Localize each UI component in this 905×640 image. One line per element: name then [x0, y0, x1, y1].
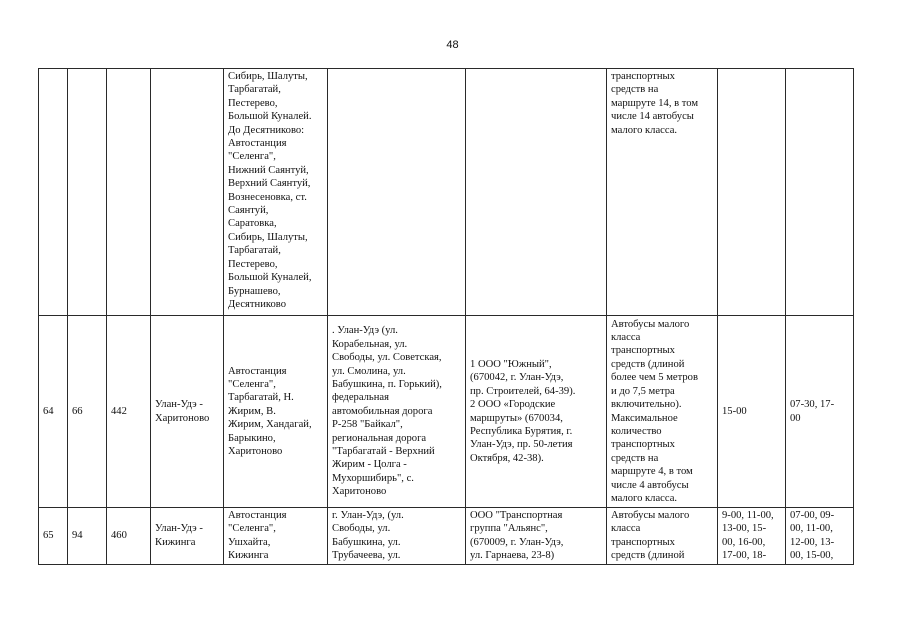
cell-carrier [466, 69, 607, 316]
cell-route-number [107, 69, 151, 316]
cell-carrier: 1 ООО "Южный", (670042, г. Улан-Удэ, пр. Строителей, 64-39). 2 ООО «Городские маршруты» (670034, Республика Бурятия, г. Улан-Удэ, пр. 50-летия Октября, 42-38). [466, 316, 607, 508]
table-row [39, 508, 854, 565]
cell-departures-return [786, 69, 854, 316]
cell-vehicles: Автобусы малого класса транспортных средств (длиной [607, 508, 718, 565]
cell-departures-forward: 15-00 [718, 316, 786, 508]
cell-streets [328, 69, 466, 316]
cell-stops: Автостанция "Селенга", Тарбагатай, Н. Жирим, В. Жирим, Хандагай, Барыкино, Харитоново [224, 316, 328, 508]
cell-route-name [151, 69, 224, 316]
cell-order-number: 65 [39, 508, 68, 565]
cell-carrier: ООО "Транспортная группа "Альянс", (670009, г. Улан-Удэ, ул. Гарнаева, 23-8) [466, 508, 607, 565]
cell-route-name: Улан-Удэ - Харитоново [151, 316, 224, 508]
cell-vehicles: транспортных средств на маршруте 14, в том числе 14 автобусы малого класса. [607, 69, 718, 316]
route-registry-table [38, 68, 854, 565]
cell-streets: . Улан-Удэ (ул. Корабельная, ул. Свободы, ул. Советская, ул. Смолина, ул. Бабушкина, п. Горький), федеральная автомобильная дорога Р-258 "Байкал", региональная дорога "Тарбагатай - Верхний Жирим - Цолга - Мухоршибирь", с. Харитоново [328, 316, 466, 508]
cell-route-number: 442 [107, 316, 151, 508]
cell-registry-number: 66 [68, 316, 107, 508]
cell-route-name: Улан-Удэ - Кижинга [151, 508, 224, 565]
cell-departures-forward: 9-00, 11-00, 13-00, 15- 00, 16-00, 17-00, 18- [718, 508, 786, 565]
cell-streets: г. Улан-Удэ, (ул. Свободы, ул. Бабушкина, ул. Трубачеева, ул. [328, 508, 466, 565]
page-number: 48 [446, 39, 459, 51]
cell-order-number: 64 [39, 316, 68, 508]
cell-departures-return: 07-30, 17- 00 [786, 316, 854, 508]
cell-order-number [39, 69, 68, 316]
cell-route-number: 460 [107, 508, 151, 565]
cell-departures-forward [718, 69, 786, 316]
cell-stops: Автостанция "Селенга", Ушхайта, Кижинга [224, 508, 328, 565]
cell-vehicles: Автобусы малого класса транспортных средств (длиной более чем 5 метров и до 7,5 метра включительно). Максимальное количество транспортных средств на маршруте 4, в том числе 4 автобусы малого класса. [607, 316, 718, 508]
cell-stops: Сибирь, Шалуты, Тарбагатай, Пестерево, Большой Куналей. До Десятниково: Автостанция "Селенга", Нижний Саянтуй, Верхний Саянтуй, Вознесеновка, ст. Саянтуй, Саратовка, Сибирь, Шалуты, Тарбагатай, Пестерево, Большой Куналей, Бурнашево, Десятниково [224, 69, 328, 316]
table-row [39, 316, 854, 508]
table-row [39, 69, 854, 316]
cell-registry-number: 94 [68, 508, 107, 565]
cell-registry-number [68, 69, 107, 316]
cell-departures-return: 07-00, 09- 00, 11-00, 12-00, 13- 00, 15-00, [786, 508, 854, 565]
